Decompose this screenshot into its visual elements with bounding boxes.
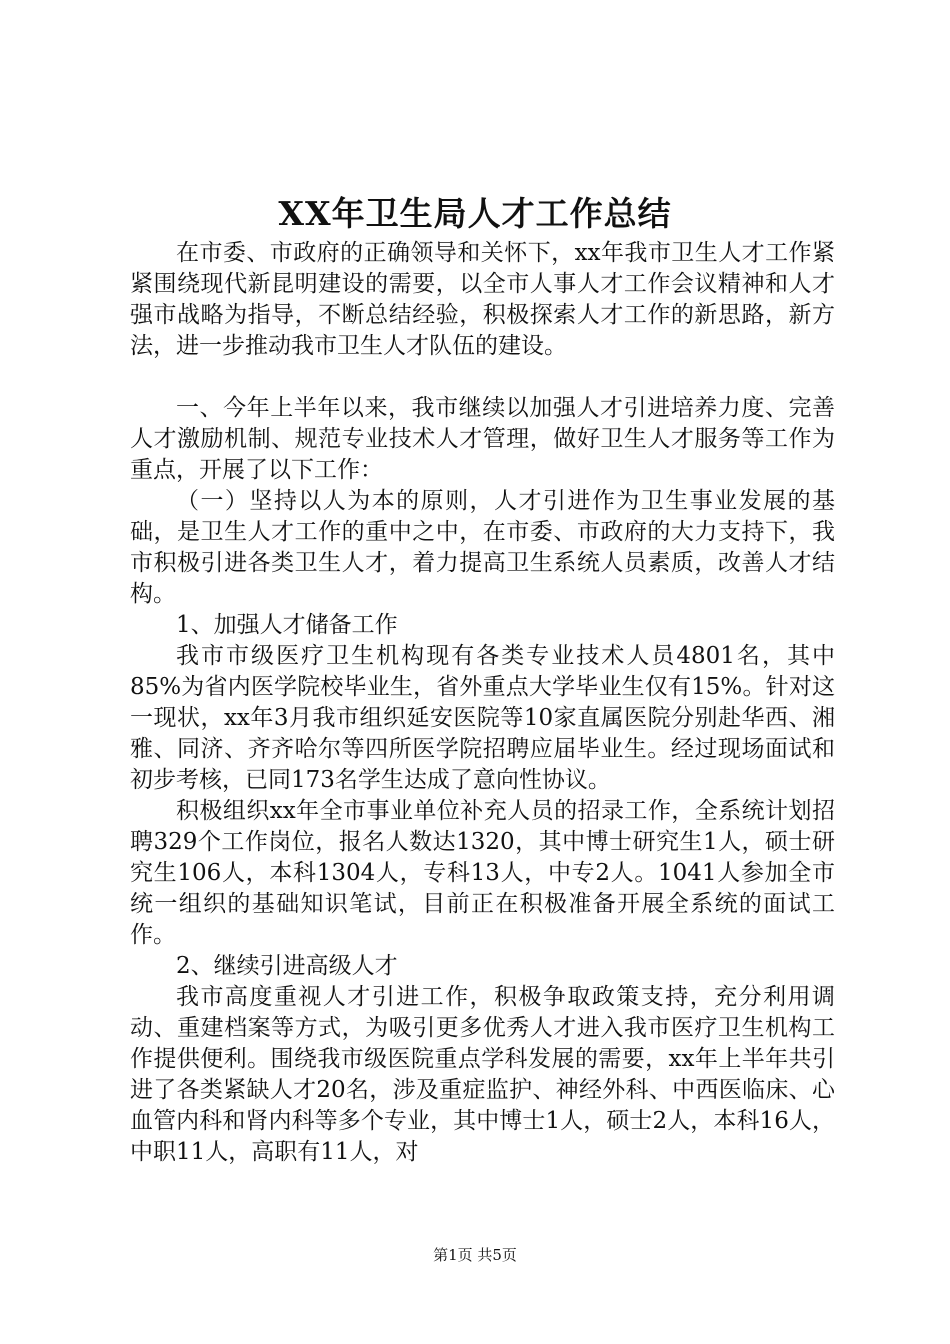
talent-reserve-paragraph: 我市市级医疗卫生机构现有各类专业技术人员4801名，其中85%为省内医学院校毕业生，省外重点大学毕业生仅有15%。针对这一现状，xx年3月我市组织延安医院等10家直属医院分别赴华西、湘雅、同济、齐齐哈尔等四所医学院招聘应届毕业生。经过现场面试和初步考核，已同173名学生达成了意向性协议。 [130, 643, 835, 793]
heading-senior-talent: 2、继续引进高级人才 [176, 953, 398, 979]
recruitment-paragraph: 积极组织xx年全市事业单位补充人员的招录工作，全系统计划招聘329个工作岗位，报名人数达1320，其中博士研究生1人，硕士研究生106人，本科1304人，专科13人，中专2人。1041人参加全市统一组织的基础知识笔试，目前正在积极准备开展全系统的面试工作。 [130, 798, 835, 948]
document-body [130, 238, 835, 1168]
page-footer: 第1页 共5页 [433, 1246, 517, 1264]
heading-talent-reserve: 1、加强人才储备工作 [176, 612, 398, 638]
intro-paragraph: 在市委、市政府的正确领导和关怀下，xx年我市卫生人才工作紧紧围绕现代新昆明建设的需要，以全市人事人才工作会议精神和人才强市战略为指导，不断总结经验，积极探索人才工作的新思路，新方法，进一步推动我市卫生人才队伍的建设。 [130, 240, 835, 359]
document-title: XX年卫生局人才工作总结 [278, 194, 672, 233]
subsection-one-paragraph: （一）坚持以人为本的原则，人才引进作为卫生事业发展的基础，是卫生人才工作的重中之中，在市委、市政府的大力支持下，我市积极引进各类卫生人才，着力提高卫生系统人员素质，改善人才结构。 [130, 488, 835, 607]
section-one-paragraph: 一、今年上半年以来，我市继续以加强人才引进培养力度、完善人才激励机制、规范专业技术人才管理，做好卫生人才服务等工作为重点，开展了以下工作： [130, 395, 835, 483]
senior-talent-paragraph: 我市高度重视人才引进工作，积极争取政策支持，充分利用调动、重建档案等方式，为吸引更多优秀人才进入我市医疗卫生机构工作提供便利。围绕我市级医院重点学科发展的需要，xx年上半年共引进了各类紧缺人才20名，涉及重症监护、神经外科、中西医临床、心血管内科和肾内科等多个专业，其中博士1人，硕士2人，本科16人，中职11人，高职有11人，对 [130, 984, 835, 1165]
